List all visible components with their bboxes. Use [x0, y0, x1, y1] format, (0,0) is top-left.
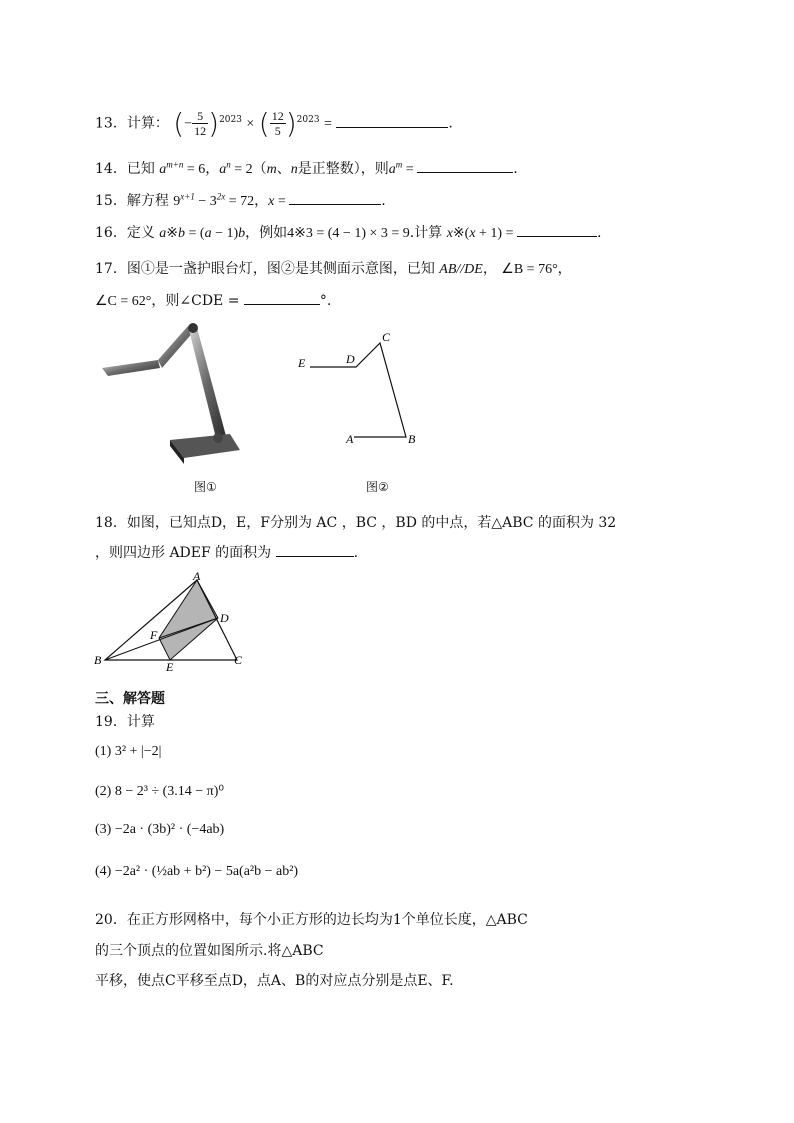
question-13: 13．计算： (− $\frac{5}{12}$ )$^{2023}$ × ( $\frac{12}{5}$ )$^{2023}$ = . [95, 107, 453, 140]
question-18-line1 [95, 512, 616, 532]
fig2-label-c: C [382, 330, 391, 344]
question-18-line2: ，则四边形 ADEF 的面积为 . [95, 545, 359, 561]
q17-parallel: AB//DE [439, 262, 483, 277]
fig2-label-b: B [408, 432, 416, 446]
q18-line2: ，则四边形 ADEF 的面积为 [95, 545, 272, 561]
figure-2-caption: 图② [366, 480, 389, 494]
q13-exp1: 2023 [219, 114, 242, 125]
tri-label-d: D [220, 611, 229, 625]
lamp-photo [100, 318, 240, 468]
q17-unit: ° [319, 293, 327, 309]
q20-line2: 的三个顶点的位置如图所示.将△ABC [95, 943, 324, 959]
q19-part3: (3) −2a · (3b)² · (−4ab) [95, 822, 225, 837]
q14-label: 14．已知 [95, 161, 155, 177]
q17-angle-c: ∠C = 62° [95, 294, 152, 309]
q13-num1: 5 [192, 109, 208, 124]
q16-answer-blank[interactable] [517, 223, 597, 237]
q17-line2: ，则∠CDE = [151, 293, 240, 309]
question-15: 15．解方程 $9^{x+1} - 3^{2x} = 72$，x = . [95, 191, 386, 209]
fig2-label-a: A [346, 432, 354, 446]
q13-answer-blank[interactable] [336, 114, 448, 128]
triangle-figure [92, 568, 252, 674]
q13-num2: 12 [271, 109, 284, 123]
q13-den1: 12 [194, 124, 207, 138]
q13-den2: 5 [274, 124, 281, 138]
q20-line3: 平移，使点C平移至点D，点A、B的对应点分别是点E、F. [95, 973, 454, 989]
q15-answer-blank[interactable] [289, 191, 381, 205]
q18-answer-blank[interactable] [276, 543, 354, 557]
figure-1-caption: 图① [194, 480, 217, 494]
tri-label-f: F [150, 628, 158, 642]
fig2-label-d: D [346, 352, 355, 366]
tri-label-b: B [94, 653, 102, 667]
q19-part2: (2) 8 − 2³ ÷ (3.14 − π)⁰ [95, 784, 225, 799]
q17-answer-blank[interactable] [244, 291, 320, 305]
q13-exp2: 2023 [296, 114, 320, 125]
question-16: 16．定义 a※b = (a − 1)b，例如4※3 = (4 − 1) × 3 = 9.计算 x※(x + 1) = . [95, 225, 602, 241]
q18-line1: 18．如图，已知点D，E，F分别为 AC ，BC ，BD 的中点，若△ABC 的面积为 32 [95, 515, 617, 531]
q17-line1: 17．图①是一盏护眼台灯，图②是其侧面示意图，已知 [95, 261, 435, 277]
question-17-line1: 17．图①是一盏护眼台灯，图②是其侧面示意图，已知 AB//DE， ∠B = 76°， [95, 261, 572, 277]
figure-2-diagram [290, 325, 430, 455]
q16-label: 16．定义 [95, 225, 155, 241]
q19-label: 19．计算 [95, 714, 155, 730]
q13-eq: = [324, 116, 332, 132]
q20-line1: 20．在正方形网格中，每个小正方形的边长均为1个单位长度，△ABC [95, 912, 528, 928]
q17-angle-b: ∠B = 76° [501, 262, 558, 277]
q14-answer-blank[interactable] [417, 159, 513, 173]
tri-label-a: A [193, 569, 201, 583]
q19-part1: (1) 3² + |−2| [95, 744, 162, 759]
fig2-label-e: E [298, 356, 306, 370]
question-14: 14．已知 $a^{m+n} = 6$，$a^n = 2(m$、n是正整数），则$a^m$ = . [95, 159, 518, 177]
q13-label: 13．计算： [95, 115, 169, 132]
q15-label: 15．解方程 [95, 193, 169, 209]
q19-part4: (4) −2a² · (½ab + b²) − 5a(a²b − ab²) [95, 864, 299, 879]
tri-label-e: E [166, 660, 174, 674]
tri-label-c: C [234, 653, 243, 667]
question-17-line2: ∠C = 62°，则∠CDE = °. [95, 293, 332, 309]
section-3-heading: 三、解答题 [95, 691, 165, 707]
